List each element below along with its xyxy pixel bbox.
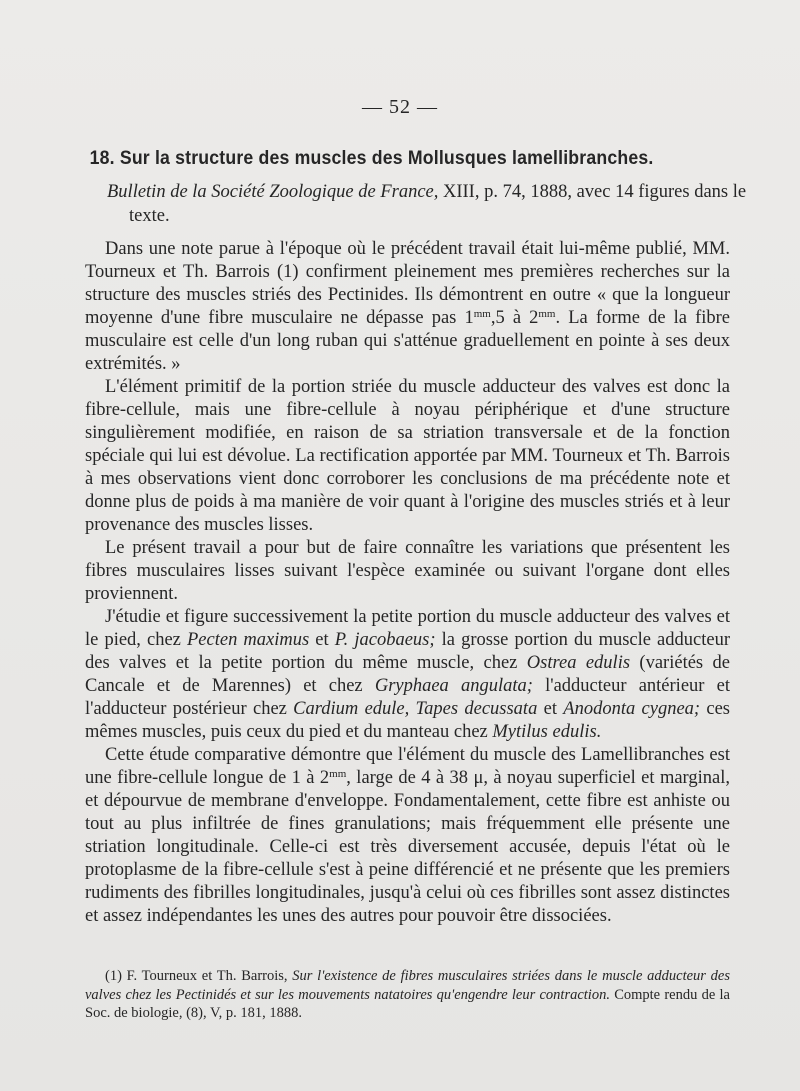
paragraph-1 — [85, 238, 730, 376]
species-name: P. jacobaeus; — [334, 630, 436, 650]
text-run: (variétés de Cancale et de Marennes) et chez — [85, 653, 730, 696]
text-run: Cette étude comparative démontre que l'élément du muscle des Lamellibranches est une fibre-cellule longue de 1 à 2 — [85, 745, 730, 788]
footnote-title: Sur l'existence de fibres musculaires striées dans le muscle adducteur des valves chez les Pectinidés et sur les mouvements natatoires qu'engendre leur contraction. — [85, 968, 730, 1003]
paragraph-2: L'élément primitif de la portion striée du muscle adducteur des valves est donc la fibre-cellule, mais une fibre-cellule à noyau périphérique et d'une structure singulièrement modifiée, en raison de sa striation transversale et de la fonction spéciale qui lui est dévolue. La rectification apportée par MM. Tourneux et Th. Barrois à mes observations vient donc corroborer les conclusions de ma précédente note et donne plus de poids à ma manière de voir quant à l'origine des muscles striés et à leur provenance des muscles lisses. — [85, 377, 730, 535]
unit-superscript: mm — [329, 768, 347, 780]
species-name: Cardium edule, Tapes decussata — [293, 699, 538, 719]
section-heading: 18. Sur la structure des muscles des Mollusques lamellibranches. — [89, 148, 654, 169]
species-name: Gryphaea angulata; — [374, 676, 533, 696]
unit-superscript: mm — [538, 308, 556, 320]
species-name: Pecten maximus — [187, 630, 310, 650]
paragraph-1-end: . La forme de la fibre musculaire est celle d'un long ruban qui s'atténue graduellement en pointe à ses deux extrémités. » — [85, 308, 730, 374]
footnote-authors: (1) F. Tourneux et Th. Barrois, — [105, 968, 293, 984]
footnote — [85, 967, 730, 1023]
paragraph-4 — [85, 606, 730, 744]
species-name: Ostrea edulis — [526, 653, 631, 673]
text-run: J'étudie et figure successivement la petite portion du muscle adducteur des valves et le pied, chez — [85, 607, 730, 650]
unit-superscript: mm — [473, 308, 491, 320]
journal-name: Bulletin de la Société Zoologique de France, — [107, 182, 439, 202]
paragraph-3: Le présent travail a pour but de faire connaître les variations que présentent les fibres musculaires lisses suivant l'espèce examinée ou suivant l'organe dont elles proviennent. — [85, 538, 730, 604]
text-run: , large de 4 à 38 μ, à noyau superficiel et marginal, et dépourvue de membrane d'enveloppe. Fondamentalement, cette fibre est anhiste ou tout au plus infiltrée de fines granulations; mais fréquemment elle présente une striation longitudinale. Celle-ci est très diversement accusée, depuis l'état où le protoplasme de la fibre-cellule s'est à peine différencié et ne présente que les premiers rudiments des fibrilles longitudinales, jusqu'à celui où ces fibrilles sont assez distinctes et assez indépendantes les unes des autres pour pouvoir être dissociées. — [85, 768, 730, 926]
text-run: et — [537, 699, 564, 719]
text-run: la grosse portion du muscle adducteur des valves et la petite portion du même muscle, chez — [85, 630, 730, 673]
footnote-1 — [85, 967, 730, 1023]
body-text — [85, 238, 730, 928]
species-name: Mytilus edulis. — [492, 722, 602, 742]
text-run: ces mêmes muscles, puis ceux du pied et du manteau chez — [85, 699, 730, 742]
paragraph-5 — [85, 744, 730, 928]
page-number: — 52 — — [362, 96, 438, 118]
text-run: l'adducteur antérieur et l'adducteur postérieur chez — [85, 676, 730, 719]
footnote-source: Compte rendu de la Soc. de biologie, (8), V, p. 181, 1888. — [85, 986, 730, 1021]
paragraph-1-text: Dans une note parue à l'époque où le précédent travail était lui-même publié, MM. Tourneux et Th. Barrois (1) confirment pleinement mes premières recherches sur la structure des muscles striés des Pectinides. Ils démontrent en outre « que la longueur moyenne d'une fibre musculaire ne dépasse pas 1 — [85, 239, 730, 328]
bibliographic-citation — [107, 180, 752, 228]
text-run: et — [309, 630, 335, 650]
species-name: Anodonta cygnea; — [563, 699, 701, 719]
paragraph-1-mid: ,5 à 2 — [490, 308, 539, 328]
citation-details: XIII, p. 74, 1888, avec 14 figures dans le texte. — [129, 182, 747, 226]
